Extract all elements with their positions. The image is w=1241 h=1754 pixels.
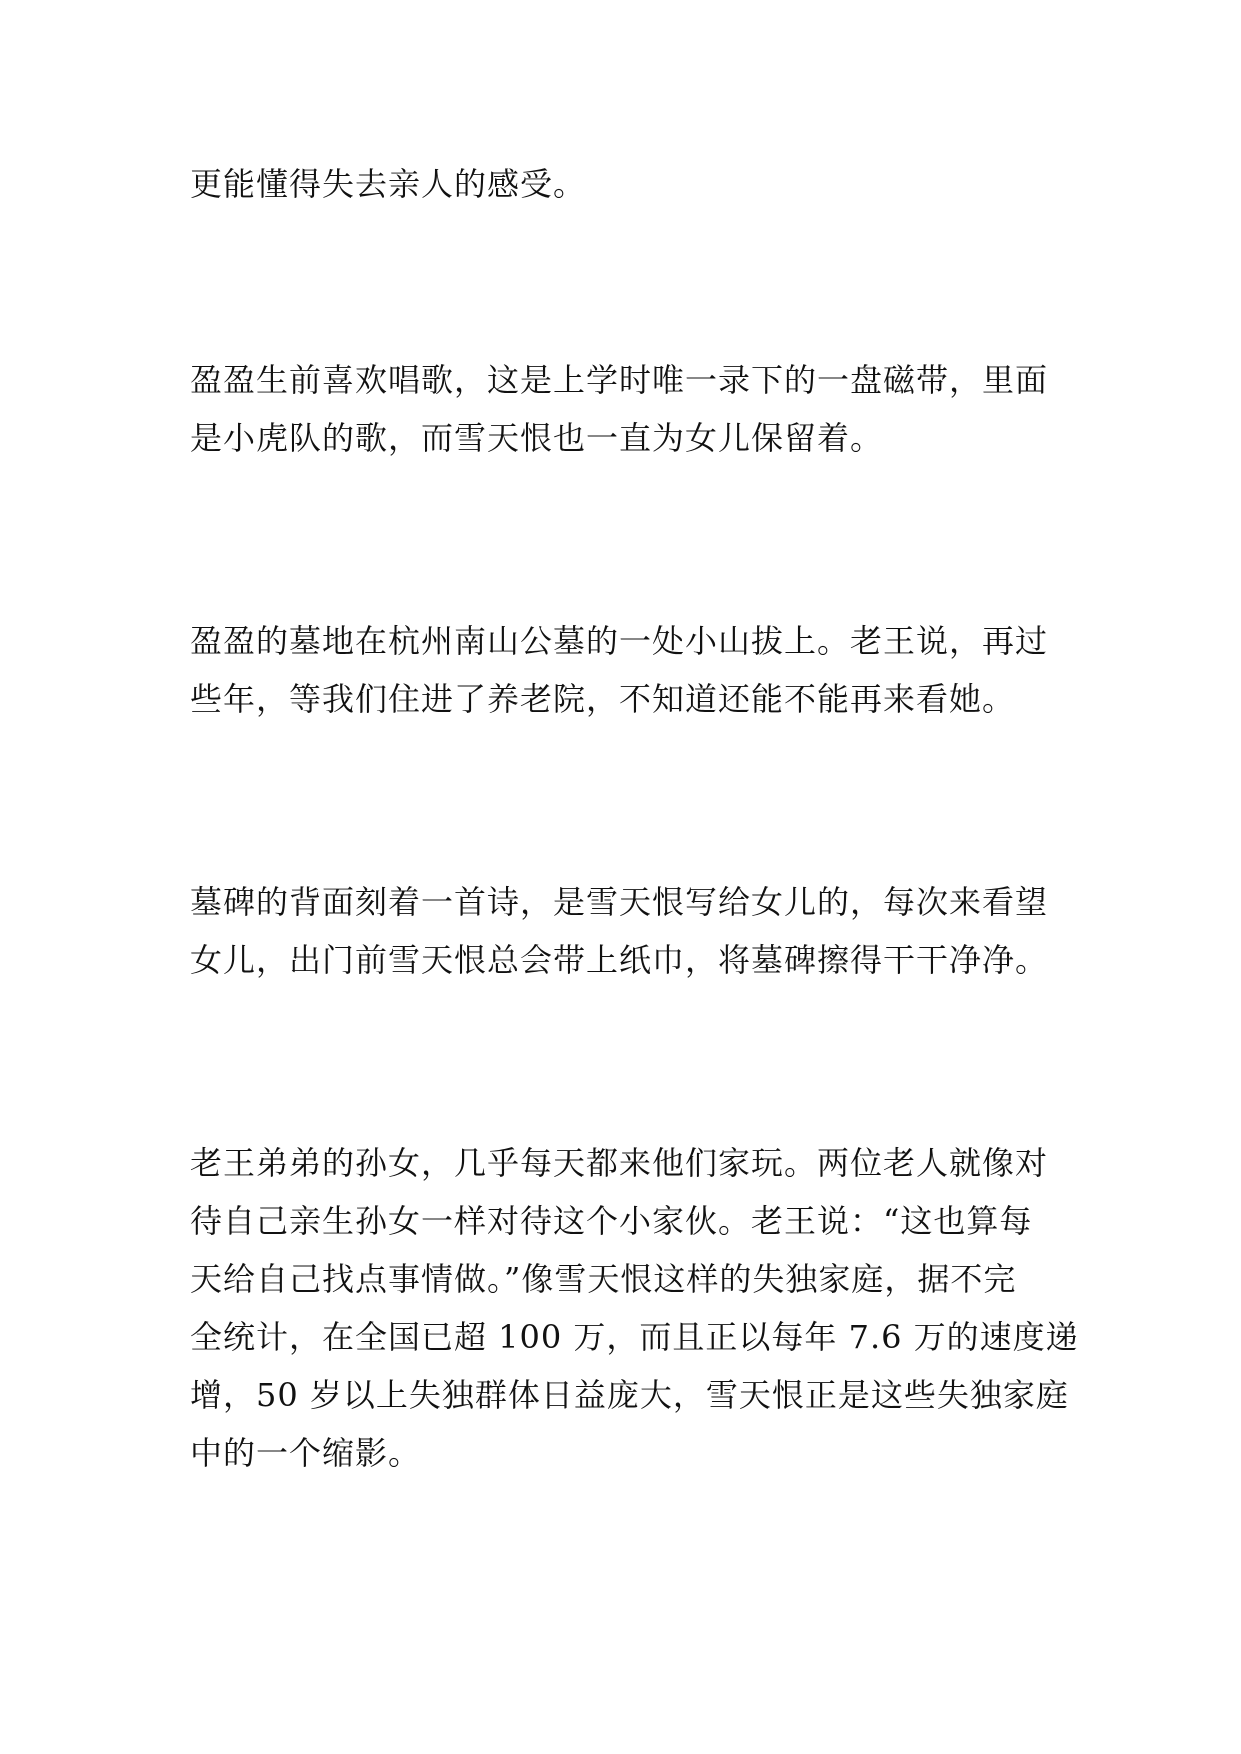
text-line: 待自己亲生孙女一样对待这个小家伙。老王说：“这也算每 (190, 1202, 1033, 1240)
text-line: 更能懂得失去亲人的感受。 (190, 165, 587, 203)
paragraph-1 (190, 155, 1060, 213)
paragraph-5 (190, 1134, 1079, 1482)
text-line: 盈盈的墓地在杭州南山公墓的一处小山拔上。老王说，再过 (190, 622, 1049, 660)
paragraph-2 (190, 351, 1060, 467)
text-line: 老王弟弟的孙女，几乎每天都来他们家玩。两位老人就像对 (190, 1144, 1049, 1182)
text-line: 全统计，在全国已超 100 万，而且正以每年 7.6 万的速度递 (190, 1318, 1079, 1356)
text-line: 墓碑的背面刻着一首诗，是雪天恨写给女儿的，每次来看望 (190, 883, 1049, 921)
text-line: 些年，等我们住进了养老院，不知道还能不能再来看她。 (190, 680, 1016, 718)
paragraph-3 (190, 612, 1060, 728)
text-line: 中的一个缩影。 (190, 1434, 422, 1472)
text-line: 是小虎队的歌，而雪天恨也一直为女儿保留着。 (190, 419, 884, 457)
text-line: 增，50 岁以上失独群体日益庞大，雪天恨正是这些失独家庭 (190, 1376, 1069, 1414)
text-line: 盈盈生前喜欢唱歌，这是上学时唯一录下的一盘磁带，里面 (190, 361, 1049, 399)
text-line: 女儿，出门前雪天恨总会带上纸巾，将墓碑擦得干干净净。 (190, 941, 1049, 979)
text-line: 天给自己找点事情做。”像雪天恨这样的失独家庭，据不完 (190, 1260, 1017, 1298)
paragraph-4 (190, 873, 1060, 989)
